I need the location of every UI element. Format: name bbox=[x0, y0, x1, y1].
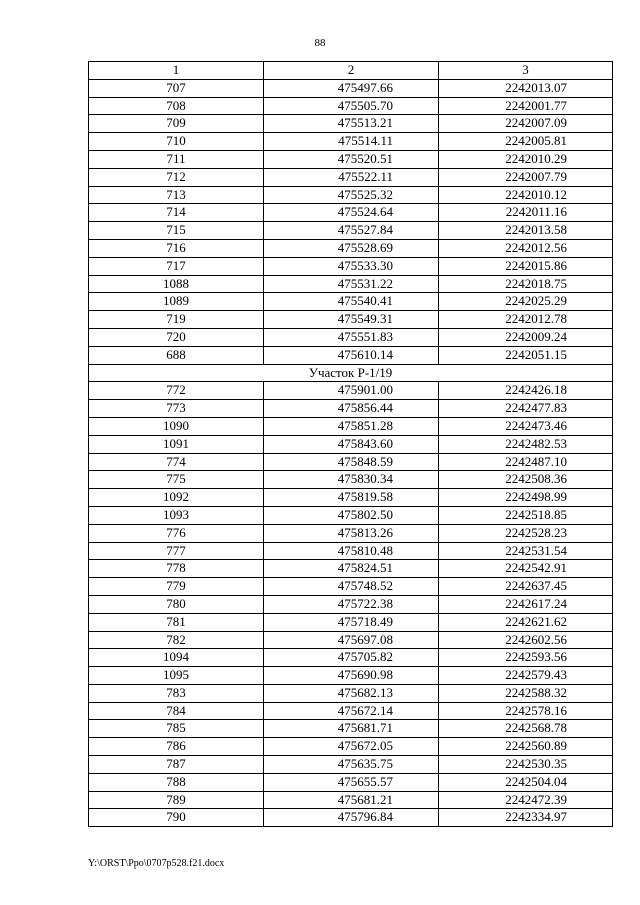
coordinates-table bbox=[88, 61, 613, 827]
table-cell-col-3: 2242426.18 bbox=[439, 382, 613, 400]
table-cell-col-1: 774 bbox=[89, 453, 264, 471]
table-cell-col-1: 777 bbox=[89, 542, 264, 560]
table-cell-col-3: 2242013.58 bbox=[439, 222, 613, 240]
table-cell-col-3: 2242472.39 bbox=[439, 791, 613, 809]
table-cell-col-2: 475718.49 bbox=[264, 613, 439, 631]
table-row bbox=[89, 417, 613, 435]
table-cell-col-3: 2242602.56 bbox=[439, 631, 613, 649]
table-row bbox=[89, 382, 613, 400]
table-row bbox=[89, 346, 613, 364]
table-cell-col-2: 475610.14 bbox=[264, 346, 439, 364]
table-row bbox=[89, 97, 613, 115]
table-cell-col-2: 475722.38 bbox=[264, 595, 439, 613]
table-cell-col-1: 782 bbox=[89, 631, 264, 649]
table-cell-col-2: 475851.28 bbox=[264, 417, 439, 435]
table-cell-col-1: 789 bbox=[89, 791, 264, 809]
table-cell-col-2: 475824.51 bbox=[264, 560, 439, 578]
table-cell-col-3: 2242009.24 bbox=[439, 328, 613, 346]
table-cell-col-1: 781 bbox=[89, 613, 264, 631]
table-cell-col-2: 475524.64 bbox=[264, 204, 439, 222]
table-cell-col-1: 773 bbox=[89, 400, 264, 418]
column-header-2: 2 bbox=[264, 62, 439, 80]
table-cell-col-2: 475497.66 bbox=[264, 79, 439, 97]
table-cell-col-1: 710 bbox=[89, 133, 264, 151]
table-cell-col-1: 707 bbox=[89, 79, 264, 97]
table-cell-col-1: 775 bbox=[89, 471, 264, 489]
table-cell-col-3: 2242477.83 bbox=[439, 400, 613, 418]
table-cell-col-1: 712 bbox=[89, 168, 264, 186]
table-cell-col-2: 475830.34 bbox=[264, 471, 439, 489]
column-header-1: 1 bbox=[89, 62, 264, 80]
table-cell-col-1: 720 bbox=[89, 328, 264, 346]
table-cell-col-2: 475522.11 bbox=[264, 168, 439, 186]
table-cell-col-2: 475697.08 bbox=[264, 631, 439, 649]
table-row bbox=[89, 756, 613, 774]
table-cell-col-1: 1094 bbox=[89, 649, 264, 667]
table-cell-col-1: 1089 bbox=[89, 293, 264, 311]
table-cell-col-3: 2242504.04 bbox=[439, 773, 613, 791]
table-cell-col-2: 475681.71 bbox=[264, 720, 439, 738]
table-cell-col-1: 719 bbox=[89, 311, 264, 329]
table-cell-col-1: 784 bbox=[89, 702, 264, 720]
table-row bbox=[89, 222, 613, 240]
table-cell-col-2: 475848.59 bbox=[264, 453, 439, 471]
table-cell-col-3: 2242012.56 bbox=[439, 239, 613, 257]
table-cell-col-2: 475549.31 bbox=[264, 311, 439, 329]
table-body bbox=[89, 79, 613, 826]
table-row bbox=[89, 257, 613, 275]
table-cell-col-3: 2242334.97 bbox=[439, 809, 613, 827]
table-cell-col-2: 475802.50 bbox=[264, 506, 439, 524]
page-number: 88 bbox=[314, 37, 326, 49]
table-cell-col-1: 783 bbox=[89, 684, 264, 702]
table-cell-col-1: 785 bbox=[89, 720, 264, 738]
table-cell-col-3: 2242015.86 bbox=[439, 257, 613, 275]
table-cell-col-2: 475690.98 bbox=[264, 667, 439, 685]
table-cell-col-3: 2242560.89 bbox=[439, 738, 613, 756]
table-cell-col-2: 475505.70 bbox=[264, 97, 439, 115]
table-cell-col-3: 2242010.29 bbox=[439, 150, 613, 168]
table-row bbox=[89, 311, 613, 329]
table-cell-col-3: 2242531.54 bbox=[439, 542, 613, 560]
table-cell-col-3: 2242528.23 bbox=[439, 524, 613, 542]
table-cell-col-1: 716 bbox=[89, 239, 264, 257]
table-cell-col-1: 778 bbox=[89, 560, 264, 578]
table-cell-col-2: 475813.26 bbox=[264, 524, 439, 542]
table-cell-col-2: 475901.00 bbox=[264, 382, 439, 400]
section-row bbox=[89, 364, 613, 382]
table-cell-col-3: 2242025.29 bbox=[439, 293, 613, 311]
table-cell-col-1: 711 bbox=[89, 150, 264, 168]
table-cell-col-3: 2242593.56 bbox=[439, 649, 613, 667]
table-cell-col-3: 2242001.77 bbox=[439, 97, 613, 115]
table-cell-col-1: 786 bbox=[89, 738, 264, 756]
table-cell-col-3: 2242013.07 bbox=[439, 79, 613, 97]
table-header-row bbox=[89, 62, 613, 80]
table-row bbox=[89, 809, 613, 827]
table-cell-col-3: 2242007.79 bbox=[439, 168, 613, 186]
table-cell-col-2: 475513.21 bbox=[264, 115, 439, 133]
table-row bbox=[89, 631, 613, 649]
table-row bbox=[89, 453, 613, 471]
table-cell-col-2: 475635.75 bbox=[264, 756, 439, 774]
table-row bbox=[89, 560, 613, 578]
table-cell-col-3: 2242005.81 bbox=[439, 133, 613, 151]
table-row bbox=[89, 773, 613, 791]
table-cell-col-3: 2242487.10 bbox=[439, 453, 613, 471]
table-cell-col-2: 475531.22 bbox=[264, 275, 439, 293]
table-cell-col-2: 475525.32 bbox=[264, 186, 439, 204]
table-cell-col-1: 1093 bbox=[89, 506, 264, 524]
table-cell-col-1: 1088 bbox=[89, 275, 264, 293]
table-row bbox=[89, 328, 613, 346]
table-row bbox=[89, 168, 613, 186]
table-row bbox=[89, 684, 613, 702]
table-cell-col-1: 713 bbox=[89, 186, 264, 204]
table-cell-col-3: 2242617.24 bbox=[439, 595, 613, 613]
table-cell-col-3: 2242578.16 bbox=[439, 702, 613, 720]
table-cell-col-2: 475796.84 bbox=[264, 809, 439, 827]
table-cell-col-1: 772 bbox=[89, 382, 264, 400]
table-row bbox=[89, 578, 613, 596]
table-cell-col-1: 688 bbox=[89, 346, 264, 364]
table-cell-col-3: 2242010.12 bbox=[439, 186, 613, 204]
footer-file-path: Y:\ORST\Ppo\0707p528.f21.docx bbox=[88, 858, 225, 869]
table-cell-col-3: 2242530.35 bbox=[439, 756, 613, 774]
table-cell-col-3: 2242473.46 bbox=[439, 417, 613, 435]
table-row bbox=[89, 649, 613, 667]
table-cell-col-3: 2242542.91 bbox=[439, 560, 613, 578]
table-row bbox=[89, 239, 613, 257]
table-cell-col-1: 776 bbox=[89, 524, 264, 542]
table-cell-col-2: 475682.13 bbox=[264, 684, 439, 702]
table-row bbox=[89, 613, 613, 631]
table-cell-col-2: 475705.82 bbox=[264, 649, 439, 667]
table-cell-col-2: 475843.60 bbox=[264, 435, 439, 453]
table-row bbox=[89, 400, 613, 418]
table-cell-col-3: 2242621.62 bbox=[439, 613, 613, 631]
table-cell-col-3: 2242508.36 bbox=[439, 471, 613, 489]
table-cell-col-1: 1091 bbox=[89, 435, 264, 453]
table-row bbox=[89, 275, 613, 293]
table-row bbox=[89, 133, 613, 151]
table-cell-col-3: 2242482.53 bbox=[439, 435, 613, 453]
table-cell-col-2: 475819.58 bbox=[264, 489, 439, 507]
table-cell-col-2: 475672.14 bbox=[264, 702, 439, 720]
table-cell-col-3: 2242637.45 bbox=[439, 578, 613, 596]
table-cell-col-1: 787 bbox=[89, 756, 264, 774]
table-row bbox=[89, 204, 613, 222]
table-cell-col-3: 2242588.32 bbox=[439, 684, 613, 702]
section-title: Участок Р-1/19 bbox=[89, 364, 613, 382]
table-cell-col-2: 475681.21 bbox=[264, 791, 439, 809]
table-cell-col-3: 2242018.75 bbox=[439, 275, 613, 293]
table-row bbox=[89, 79, 613, 97]
table-cell-col-2: 475748.52 bbox=[264, 578, 439, 596]
table-cell-col-1: 715 bbox=[89, 222, 264, 240]
table-cell-col-3: 2242012.78 bbox=[439, 311, 613, 329]
table-cell-col-2: 475514.11 bbox=[264, 133, 439, 151]
table-cell-col-3: 2242518.85 bbox=[439, 506, 613, 524]
column-header-3: 3 bbox=[439, 62, 613, 80]
table-cell-col-1: 717 bbox=[89, 257, 264, 275]
table-row bbox=[89, 506, 613, 524]
table-row bbox=[89, 293, 613, 311]
table-row bbox=[89, 524, 613, 542]
table-cell-col-2: 475672.05 bbox=[264, 738, 439, 756]
table-cell-col-1: 780 bbox=[89, 595, 264, 613]
table-cell-col-1: 1092 bbox=[89, 489, 264, 507]
table-cell-col-1: 788 bbox=[89, 773, 264, 791]
table-row bbox=[89, 150, 613, 168]
table-row bbox=[89, 186, 613, 204]
table-cell-col-3: 2242568.78 bbox=[439, 720, 613, 738]
table-row bbox=[89, 667, 613, 685]
table-cell-col-1: 779 bbox=[89, 578, 264, 596]
table-cell-col-3: 2242579.43 bbox=[439, 667, 613, 685]
table-cell-col-2: 475528.69 bbox=[264, 239, 439, 257]
table-cell-col-1: 790 bbox=[89, 809, 264, 827]
table-cell-col-2: 475520.51 bbox=[264, 150, 439, 168]
table-cell-col-3: 2242051.15 bbox=[439, 346, 613, 364]
table-row bbox=[89, 595, 613, 613]
table-row bbox=[89, 702, 613, 720]
table-row bbox=[89, 489, 613, 507]
table-cell-col-2: 475551.83 bbox=[264, 328, 439, 346]
table-cell-col-3: 2242011.16 bbox=[439, 204, 613, 222]
table-row bbox=[89, 115, 613, 133]
table-cell-col-2: 475810.48 bbox=[264, 542, 439, 560]
table-cell-col-2: 475540.41 bbox=[264, 293, 439, 311]
table-cell-col-2: 475527.84 bbox=[264, 222, 439, 240]
table-cell-col-3: 2242007.09 bbox=[439, 115, 613, 133]
table-cell-col-1: 709 bbox=[89, 115, 264, 133]
table-row bbox=[89, 435, 613, 453]
table-cell-col-2: 475655.57 bbox=[264, 773, 439, 791]
table-cell-col-1: 708 bbox=[89, 97, 264, 115]
table-row bbox=[89, 738, 613, 756]
table-cell-col-2: 475533.30 bbox=[264, 257, 439, 275]
table-row bbox=[89, 791, 613, 809]
table-cell-col-3: 2242498.99 bbox=[439, 489, 613, 507]
table-cell-col-1: 714 bbox=[89, 204, 264, 222]
table-cell-col-1: 1095 bbox=[89, 667, 264, 685]
table-cell-col-2: 475856.44 bbox=[264, 400, 439, 418]
table-cell-col-1: 1090 bbox=[89, 417, 264, 435]
table-row bbox=[89, 720, 613, 738]
table-row bbox=[89, 542, 613, 560]
table-row bbox=[89, 471, 613, 489]
